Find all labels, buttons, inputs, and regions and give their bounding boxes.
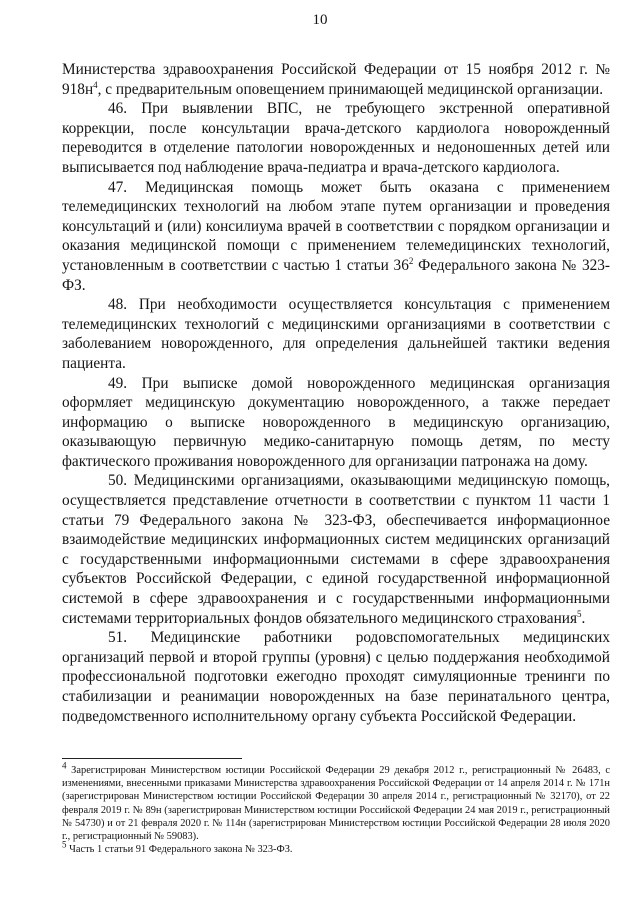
paragraph-51: 51. Медицинские работники родовспомогательных медицинских организаций первой и второй группы (уровня) с целью поддержания необходимой профессиональной подготовки ежегодно проходят симуляционные тренинги по стабилизации и реанимации новорожденных на базе перинатального центра, подведомственного исполнительному органу субъекта Российской Федерации. <box>62 629 610 725</box>
paragraph-50: 50. Медицинскими организациями, оказывающими медицинскую помощь, осуществляется представление отчетности в соответствии с пунктом 11 части 1 статьи 79 Федерального закона № 323-ФЗ, обеспечивается информационное взаимодействие медицинских информационных систем медицинских организаций с государственными информационными системами в сфере здравоохранения субъектов Российской Федерации, с единой государственной информационной системой в сфере здравоохранения и с государственными информационными системами территориальных фондов обязательного медицинского страхования$^5$. <box>62 472 610 627</box>
footnote-ref-5: 5 <box>577 608 582 619</box>
page-number: 10 <box>312 12 328 28</box>
footnote-mark-4: 4 <box>62 760 67 771</box>
paragraph-49: 49. При выписке домой новорожденного медицинская организация оформляет медицинскую документацию новорожденного, а также передает информацию о выписке новорожденного в медицинскую организацию, оказывающую первичную медико-санитарную помощь детям, по месту фактического проживания новорожденного для организации патронажа на дому. <box>62 374 610 470</box>
footnotes <box>62 760 610 856</box>
paragraph-48: 48. При необходимости осуществляется консультация с применением телемедицинских технологий с медицинскими организациями в соответствии с заболеванием новорожденного, для определения дальнейшей тактики ведения пациента. <box>62 296 610 372</box>
footnote-divider <box>62 758 242 759</box>
footnote-4: $^4$ Зарегистрирован Министерством юстиции Российской Федерации 29 декабря 2012 г., регистрационный № 26483, с изменениями, внесенными приказами Министерства здравоохранения Российской Федерации от 14 апреля 2014 г. № 171н (зарегистрирован Министерством юстиции Российской Федерации 30 апреля 2014 г., регистрационный № 32170), от 22 февраля 2019 г. № 89н (зарегистрирован Министерством юстиции Российской Федерации 24 мая 2019 г., регистрационный № 54730) и от 21 февраля 2020 г. № 114н (зарегистрирован Министерством юстиции Российской Федерации 28 июля 2020 г., регистрационный № 59083). <box>62 760 610 843</box>
paragraph-continuation: Министерства здравоохранения Российской Федерации от 15 ноября 2012 г. № $918н^4$, с предварительным оповещением принимающей медицинской организации. <box>62 61 610 98</box>
paragraph-46: 46. При выявлении ВПС, не требующего экстренной оперативной коррекции, после консультации врача-детского кардиолога новорожденный переводится в отделение патологии новорожденных и недоношенных детей или выписывается под наблюдение врача-педиатра и врача-детского кардиолога. <box>62 100 610 176</box>
paragraph-47: 47. Медицинская помощь может быть оказана с применением телемедицинских технологий на любом этапе путем организации и проведения консультаций и (или) консилиума врачей в соответствии с порядком организации и оказания медицинской помощи с применением телемедицинских технологий, установленным в соответствии с частью 1 статьи $36^2$ Федерального закона № 323-ФЗ. <box>62 178 610 294</box>
footnote-mark-5: 5 <box>62 839 67 850</box>
main-text <box>62 60 610 726</box>
footnote-5: $^5$ Часть 1 статьи 91 Федерального закона № 323-ФЗ. <box>62 839 293 856</box>
footnote-ref-4: 4 <box>93 79 98 90</box>
superscript-2: 2 <box>408 255 414 266</box>
